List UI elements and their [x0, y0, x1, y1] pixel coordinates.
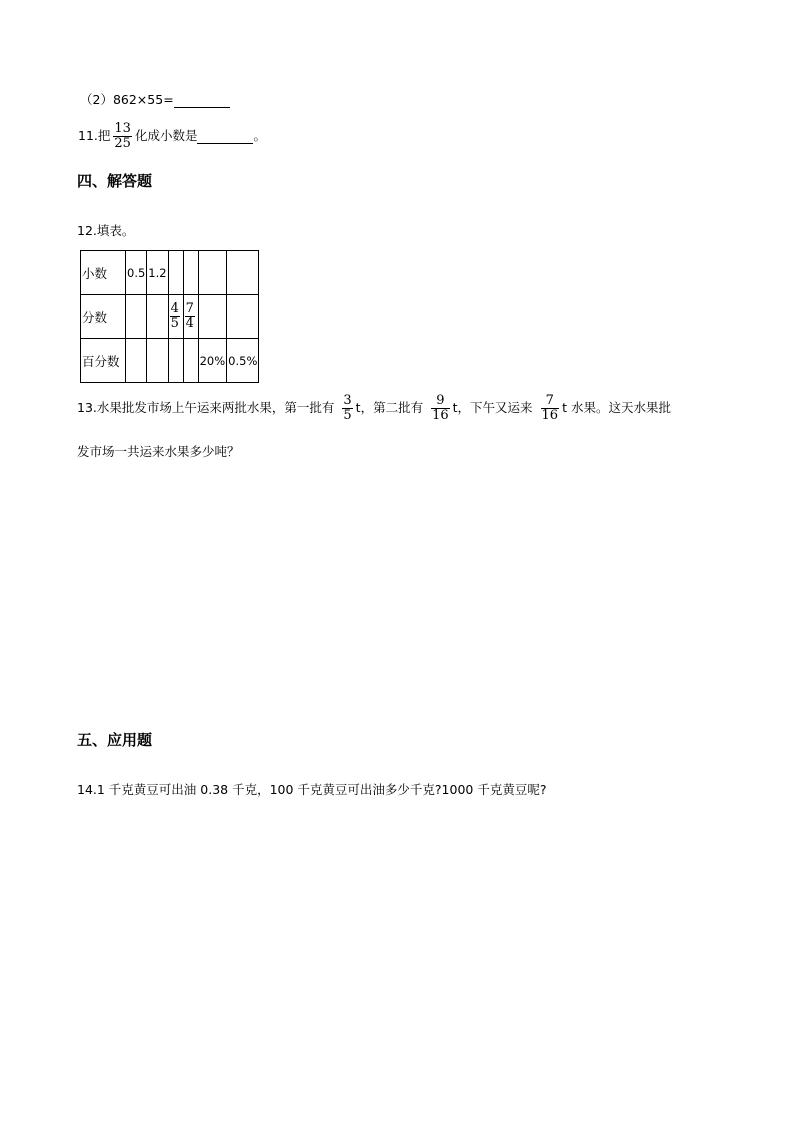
row-header: 小数 [81, 251, 126, 295]
table-cell: 20% [198, 339, 227, 383]
fraction-denominator: 16 [432, 408, 449, 423]
question-11 [78, 122, 266, 151]
table-row [81, 251, 259, 295]
table-cell[interactable] [126, 339, 147, 383]
table-cell[interactable] [198, 295, 227, 339]
fraction [185, 302, 195, 331]
fraction-numerator: 9 [436, 393, 445, 408]
table-cell[interactable] [168, 251, 183, 295]
table-cell[interactable]: 0.5 [126, 251, 147, 295]
table-cell [168, 295, 183, 339]
fraction [170, 302, 180, 331]
table-cell[interactable] [147, 295, 168, 339]
question-text: 化成小数是 [134, 128, 198, 143]
table-cell[interactable] [227, 251, 259, 295]
fraction-denominator: 5 [343, 408, 352, 423]
question-12-title: 12.填表。 [77, 223, 135, 238]
question-text: t，下午又运来 [452, 400, 533, 415]
fraction-numerator: 13 [114, 121, 131, 136]
row-header: 分数 [81, 295, 126, 339]
row-header: 百分数 [81, 339, 126, 383]
fraction-numerator: 7 [185, 301, 194, 316]
table-cell[interactable] [126, 295, 147, 339]
fraction [113, 122, 132, 151]
fraction-numerator: 4 [170, 301, 179, 316]
fill-table [80, 250, 259, 383]
fraction [342, 394, 352, 423]
question-text: t 水果。这天水果批 [562, 400, 671, 415]
table-row [81, 295, 259, 339]
fraction [541, 394, 560, 423]
table-cell[interactable] [183, 339, 198, 383]
table-cell[interactable] [227, 295, 259, 339]
answer-blank[interactable] [174, 92, 230, 108]
question-text: 13.水果批发市场上午运来两批水果，第一批有 [77, 400, 335, 415]
table-cell[interactable] [198, 251, 227, 295]
question-13-line-2: 发市场一共运来水果多少吨？ [77, 444, 240, 459]
fraction-denominator: 5 [170, 316, 179, 331]
table-cell [183, 295, 198, 339]
table-cell[interactable]: 1.2 [147, 251, 168, 295]
table-cell[interactable] [168, 339, 183, 383]
table-cell[interactable] [147, 339, 168, 383]
question-end: 。 [253, 128, 266, 143]
question-13-line-1 [77, 394, 671, 423]
answer-blank[interactable] [197, 128, 253, 144]
fraction-denominator: 25 [114, 136, 131, 151]
table-cell: 0.5% [227, 339, 259, 383]
fraction-numerator: 3 [343, 393, 352, 408]
fraction [431, 394, 450, 423]
fraction-denominator: 4 [185, 316, 194, 331]
question-prefix: 11.把 [78, 128, 111, 143]
question-14: 14.1 千克黄豆可出油 0.38 千克，100 千克黄豆可出油多少千克?1000 千克黄豆呢? [77, 782, 547, 797]
fraction-numerator: 7 [545, 393, 554, 408]
question-10-part-2 [80, 90, 230, 108]
section-heading: 五、应用题 [77, 731, 153, 749]
section-heading: 四、解答题 [77, 172, 153, 190]
question-label: （2）862×55= [80, 92, 174, 107]
fraction-denominator: 16 [541, 408, 559, 423]
table-cell[interactable] [183, 251, 198, 295]
table-row [81, 339, 259, 383]
question-text: t，第二批有 [355, 400, 424, 415]
